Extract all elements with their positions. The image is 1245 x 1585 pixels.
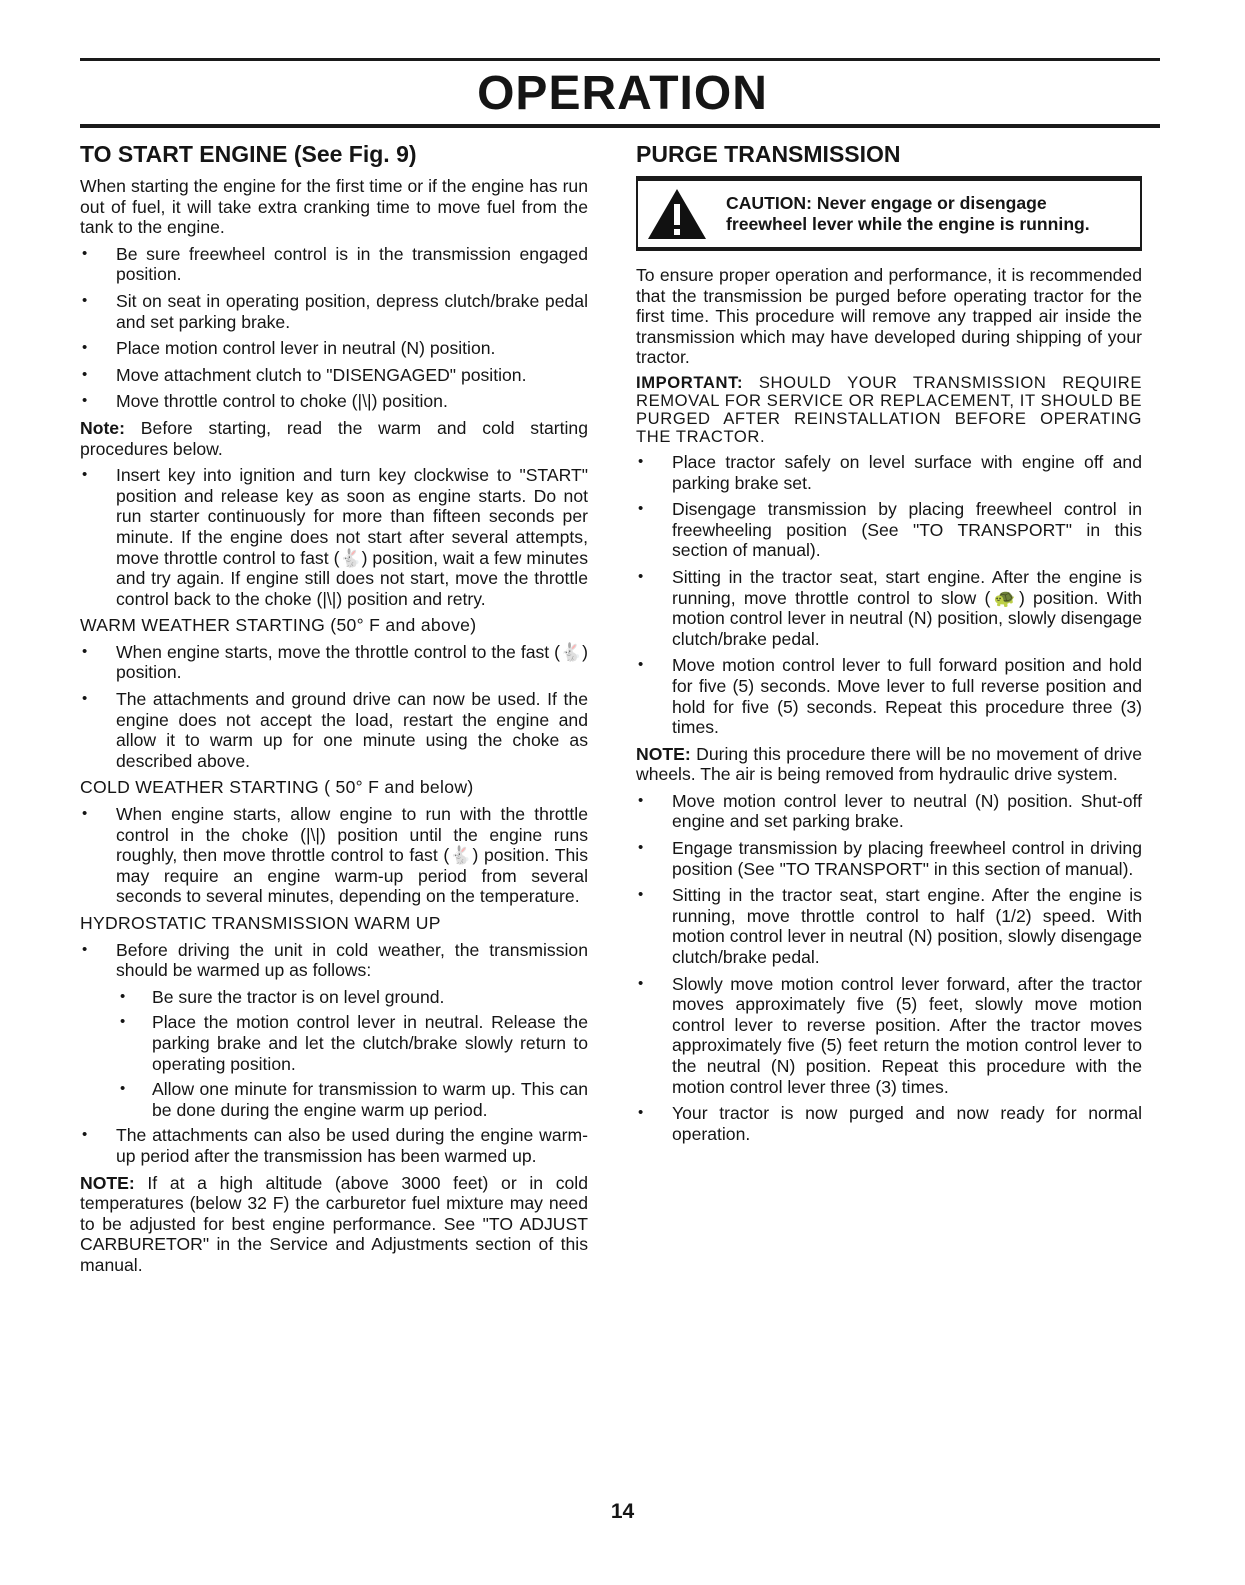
bullet-icon: •: [82, 365, 88, 383]
section-heading-start-engine: TO START ENGINE (See Fig. 9): [80, 141, 417, 167]
list-item-text: Move motion control lever to neutral (N) position. Shut-off engine and set parking brake.: [672, 790, 1142, 832]
note-label: Note:: [80, 417, 125, 438]
bullet-icon: •: [638, 1104, 644, 1122]
list-item-text: Sitting in the tractor seat, start engine. After the engine is running, move throttle control to slow (🐢) position. With motion control lever in neutral (N) position, slowly disengage clutch/brake pedal.: [672, 566, 1142, 649]
sub-list-item: [116, 1012, 588, 1074]
list-item: [636, 655, 1142, 737]
caution-text: CAUTION: Never engage or disengage freewheel lever while the engine is running.: [726, 193, 1090, 234]
list-item-text: The attachments and ground drive can now be used. If the engine does not accept the load, restart the engine and allow it to warm up for one minute using the choke as described above.: [116, 689, 588, 771]
list-item-text: Place tractor safely on level surface with engine off and parking brake set.: [672, 451, 1142, 493]
title-underline-rule: [80, 124, 1160, 128]
list-item: [636, 1103, 1142, 1144]
list-item: [636, 567, 1142, 649]
list-item: [80, 391, 588, 412]
bullet-icon: •: [638, 791, 644, 809]
list-item-text: When engine starts, allow engine to run with the throttle control in the choke (|\|) position until the engine runs roughly, then move throttle control to fast (🐇) position. This may require an engine warm-up period from several seconds to several minutes, depending on the temperature.: [116, 804, 588, 907]
list-item: [80, 291, 588, 332]
list-item: [80, 940, 588, 981]
paragraph: To ensure proper operation and performance, it is recommended that the transmission be purged before operating tractor for the first time. This procedure will remove any trapped air inside the transmission which may have developed during shipping of your tractor.: [636, 265, 1142, 368]
list-item-text: Your tractor is now purged and now ready for normal operation.: [672, 1103, 1142, 1144]
list-item-text: Disengage transmission by placing freewheel control in freewheeling position (See "TO TRANSPORT" in this section of manual).: [672, 499, 1142, 561]
important-paragraph: [636, 374, 1142, 446]
note-text: Before starting, read the warm and cold starting procedures below.: [80, 417, 588, 459]
list-item: [80, 365, 588, 386]
note-paragraph: [636, 744, 1142, 785]
note-text: During this procedure there will be no movement of drive wheels. The air is being removed from hydraulic drive system.: [636, 743, 1142, 785]
list-item: [636, 452, 1142, 493]
list-item-text: Allow one minute for transmission to warm up. This can be done during the engine warm up period.: [152, 1079, 588, 1120]
bullet-icon: •: [638, 886, 644, 904]
important-text: SHOULD YOUR TRANSMISSION REQUIRE REMOVAL FOR SERVICE OR REPLACEMENT, IT SHOULD BE PURGED AFTER REINSTALLATION BEFORE OPERATING THE TRACTOR.: [636, 372, 1142, 446]
note-paragraph: [80, 1173, 588, 1276]
bullet-icon: •: [638, 974, 644, 992]
note-paragraph: [80, 418, 588, 459]
note-text: If at a high altitude (above 3000 feet) or in cold temperatures (below 32 F) the carburetor fuel mixture may need to be adjusted for best engine performance. See "TO ADJUST CARBURETOR" in the Service and Adjustments section of this manual.: [80, 1172, 588, 1275]
bullet-icon: •: [120, 987, 126, 1005]
bullet-icon: •: [82, 690, 88, 708]
list-item: [80, 689, 588, 771]
list-item: [80, 465, 588, 609]
bullet-icon: •: [82, 940, 88, 958]
list-item: [80, 1125, 588, 1166]
bullet-icon: •: [82, 244, 88, 262]
list-item-text: Move motion control lever to full forward position and hold for five (5) seconds. Move lever to full reverse position and hold for five (5) seconds. Repeat this procedure three (3) times.: [672, 655, 1142, 738]
list-item-text: When engine starts, move the throttle control to the fast (🐇) position.: [116, 641, 588, 683]
sub-list-item: [116, 987, 588, 1008]
list-item-text: Move attachment clutch to "DISENGAGED" position.: [116, 364, 527, 385]
caution-box: [636, 176, 1142, 251]
list-item: [80, 642, 588, 683]
bullet-icon: •: [82, 642, 88, 660]
list-item-text: Engage transmission by placing freewheel control in driving position (See "TO TRANSPORT" in this section of manual).: [672, 838, 1142, 879]
note-label: NOTE:: [80, 1172, 135, 1193]
list-item-text: Move throttle control to choke (|\|) position.: [116, 391, 448, 412]
sub-list-item: [116, 1079, 588, 1120]
subheading-warm-weather: WARM WEATHER STARTING (50° F and above): [80, 615, 477, 636]
list-item: [80, 244, 588, 285]
section-heading-purge-transmission: PURGE TRANSMISSION: [636, 141, 901, 167]
left-column: [80, 140, 588, 1282]
bullet-icon: •: [638, 656, 644, 674]
list-item-text: Before driving the unit in cold weather, the transmission should be warmed up as follows:: [116, 939, 588, 981]
warning-icon: [646, 187, 708, 241]
list-item-text: The attachments can also be used during the engine warm-up period after the transmission has been warmed up.: [116, 1125, 588, 1166]
bullet-icon: •: [638, 567, 644, 585]
bullet-icon: •: [638, 452, 644, 470]
top-rule: [80, 58, 1160, 61]
list-item-text: Sit on seat in operating position, depress clutch/brake pedal and set parking brake.: [116, 290, 588, 332]
bullet-icon: •: [82, 805, 88, 823]
list-item: [636, 885, 1142, 967]
bullet-icon: •: [82, 392, 88, 410]
list-item-text: Slowly move motion control lever forward, after the tractor moves approximately five (5) feet, slowly move motion control lever to reverse position. After the tractor moves approximately five (5) feet return the motion control lever to the neutral (N) position. Repeat this procedure with the motion control lever three (3) times.: [672, 973, 1142, 1097]
bullet-icon: •: [82, 339, 88, 357]
list-item: [636, 499, 1142, 561]
bullet-icon: •: [82, 466, 88, 484]
list-item: [636, 791, 1142, 832]
right-column: [636, 140, 1142, 1150]
important-label: IMPORTANT:: [636, 372, 744, 392]
list-item: [636, 974, 1142, 1098]
bullet-icon: •: [82, 291, 88, 309]
list-item-text: Be sure freewheel control is in the transmission engaged position.: [116, 243, 588, 285]
bullet-icon: •: [638, 839, 644, 857]
list-item-text: Place the motion control lever in neutral. Release the parking brake and let the clutch/brake slowly return to operating position.: [152, 1012, 588, 1074]
list-item-text: Sitting in the tractor seat, start engine. After the engine is running, move throttle control to half (1/2) speed. With motion control lever in neutral (N) position, slowly disengage clutch/brake pedal.: [672, 885, 1142, 968]
list-item-text: Insert key into ignition and turn key clockwise to "START" position and release key as soon as engine starts. Do not run starter continuously for more than fifteen seconds per minute. If the engine does not start after several attempts, move throttle control to fast (🐇) position, wait a few minutes and try again. If engine still does not start, move the throttle control back to the choke (|\|) position and retry.: [116, 465, 588, 609]
page-title: OPERATION: [477, 67, 768, 120]
bullet-icon: •: [638, 500, 644, 518]
subheading-cold-weather: COLD WEATHER STARTING ( 50° F and below): [80, 777, 474, 798]
list-item-text: Place motion control lever in neutral (N) position.: [116, 338, 496, 359]
note-label: NOTE:: [636, 743, 691, 764]
bullet-icon: •: [82, 1126, 88, 1144]
list-item: [636, 838, 1142, 879]
list-item: [80, 338, 588, 359]
page-number: 14: [610, 1500, 635, 1523]
list-item: [80, 804, 588, 907]
list-item-text: Be sure the tractor is on level ground.: [152, 986, 445, 1007]
bullet-icon: •: [120, 1013, 126, 1031]
subheading-hydrostatic: HYDROSTATIC TRANSMISSION WARM UP: [80, 913, 441, 933]
paragraph: When starting the engine for the first time or if the engine has run out of fuel, it will take extra cranking time to move fuel from the tank to the engine.: [80, 176, 588, 238]
bullet-icon: •: [120, 1080, 126, 1098]
